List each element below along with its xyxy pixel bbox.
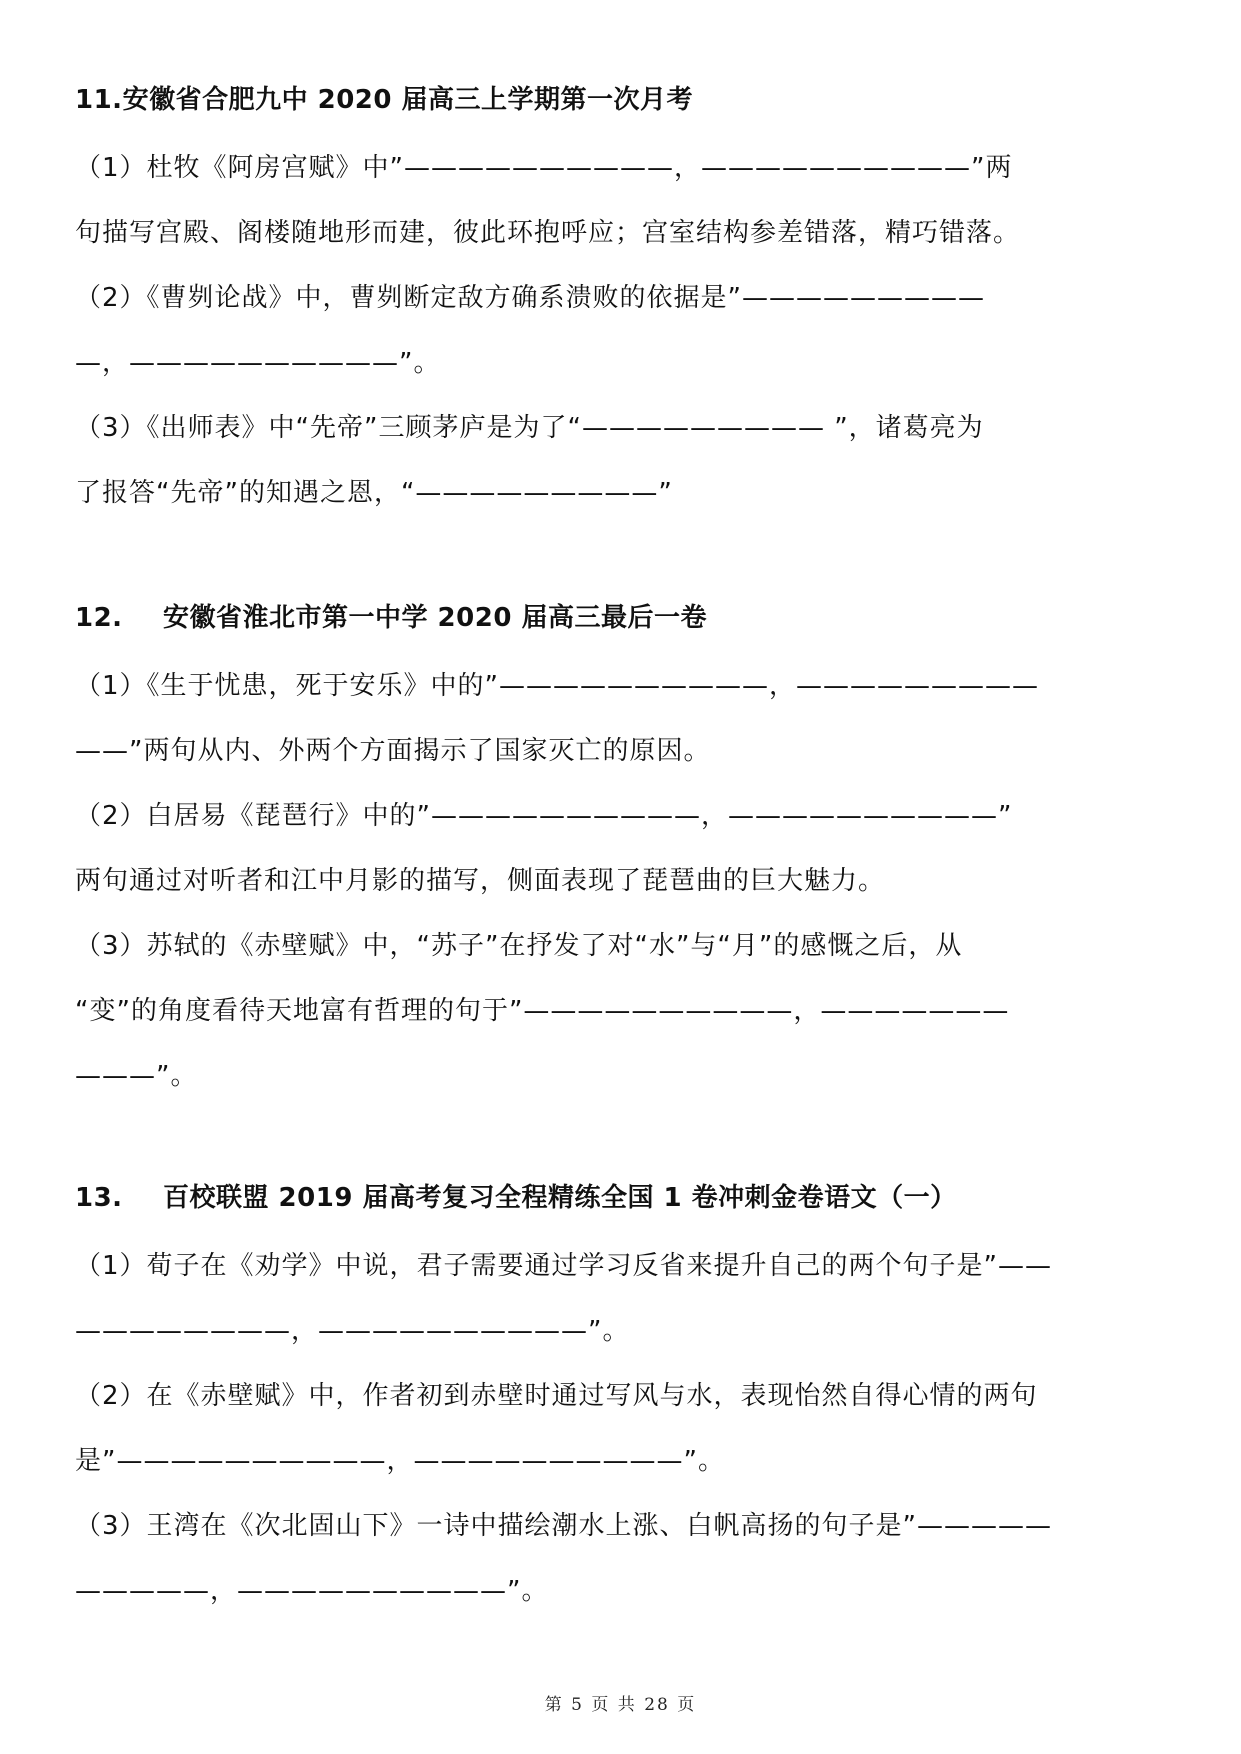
- page-number-footer: 第 5 页 共 28 页: [544, 1695, 697, 1715]
- question-13: [75, 1176, 1170, 1624]
- question-11-line-5: （3）《出师表》中“先帝”三顾茅庐是为了“————————— ”，诸葛亮为: [75, 413, 984, 443]
- question-12-line-5: （3）苏轼的《赤壁赋》中，“苏子”在抒发了对“水”与“月”的感慨之后，从: [75, 931, 963, 961]
- question-13-line-3: （2）在《赤壁赋》中，作者初到赤壁时通过写风与水，表现怡然自得心情的两句: [75, 1381, 1038, 1411]
- question-12-line-7: ———”。: [75, 1061, 198, 1091]
- question-12-number: 12.: [75, 603, 123, 633]
- question-12-line-6: “变”的角度看待天地富有哲理的句于”——————————，———————: [75, 996, 1010, 1026]
- question-13-title: 百校联盟 2019 届高考复习全程精练全国 1 卷冲刺金卷语文（一）: [163, 1183, 957, 1213]
- question-12-line-4: 两句通过对听者和江中月影的描写，侧面表现了琵琶曲的巨大魅力。: [75, 866, 886, 896]
- question-12-line-1: （1）《生于忧患，死于安乐》中的”——————————，—————————: [75, 671, 1040, 701]
- question-11-line-1: （1）杜牧《阿房宫赋》中”——————————，——————————”两: [75, 153, 1013, 183]
- question-11-line-6: 了报答“先帝”的知遇之恩，“—————————”: [75, 478, 673, 508]
- question-13-number: 13.: [75, 1183, 123, 1213]
- question-11-number: 11.: [75, 85, 123, 115]
- question-12-line-3: （2）白居易《琵琶行》中的”——————————，——————————”: [75, 801, 1013, 831]
- question-13-line-2: ————————，——————————”。: [75, 1316, 630, 1346]
- question-11-line-3: （2）《曹刿论战》中，曹刿断定敌方确系溃败的依据是”—————————: [75, 283, 986, 313]
- question-11: [75, 78, 1170, 526]
- question-12-heading: [75, 596, 1170, 640]
- question-13-line-6: —————，——————————”。: [75, 1576, 549, 1606]
- question-12-line-2: ——”两句从内、外两个方面揭示了国家灭亡的原因。: [75, 736, 711, 766]
- question-11-line-2: 句描写宫殿、阁楼随地形而建，彼此环抱呼应；宫室结构参差错落，精巧错落。: [75, 218, 1021, 248]
- question-13-line-1: （1）荀子在《劝学》中说，君子需要通过学习反省来提升自己的两个句子是”——: [75, 1251, 1053, 1281]
- question-11-title: 安徽省合肥九中 2020 届高三上学期第一次月考: [122, 85, 694, 115]
- question-11-line-4: —，——————————”。: [75, 348, 441, 378]
- question-13-heading: [75, 1176, 1170, 1220]
- question-13-line-4: 是”——————————，——————————”。: [75, 1446, 725, 1476]
- question-13-line-5: （3）王湾在《次北固山下》一诗中描绘潮水上涨、白帆高扬的句子是”—————: [75, 1511, 1053, 1541]
- question-11-heading: [75, 78, 1170, 122]
- question-12: [75, 596, 1170, 1109]
- question-12-title: 安徽省淮北市第一中学 2020 届高三最后一卷: [163, 603, 707, 633]
